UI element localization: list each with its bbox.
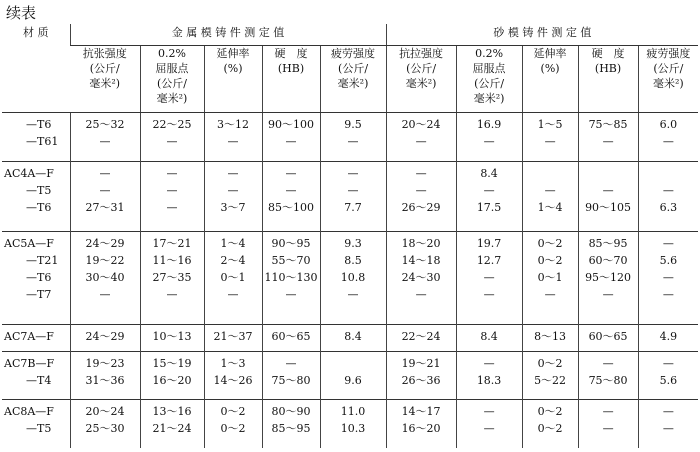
header-text-line: 毫米²) xyxy=(652,77,684,90)
property-value: 6.3 xyxy=(659,200,678,214)
property-value: 8.5 xyxy=(344,254,362,268)
property-value: — xyxy=(227,135,239,148)
property-value: 24～29 xyxy=(85,237,125,251)
header-text-line: 延伸率 xyxy=(533,47,567,60)
material-grade: AC7B—F xyxy=(4,356,55,370)
property-value: 16～20 xyxy=(152,373,192,387)
property-value: 30～40 xyxy=(85,271,125,285)
sand-yield-cell xyxy=(456,161,522,232)
property-value: — xyxy=(602,183,614,197)
metal-fatigue-cell xyxy=(320,113,386,162)
metal-hardness-cell xyxy=(262,232,320,324)
material-grade: —T6 xyxy=(26,118,52,131)
property-value: 21～37 xyxy=(213,329,253,343)
property-value: 90～105 xyxy=(585,200,632,214)
header-text-line: (公斤/ xyxy=(474,77,505,90)
material-properties-table xyxy=(2,24,698,448)
property-value: 8.4 xyxy=(480,166,498,180)
property-value: 75～80 xyxy=(271,373,311,387)
sand-tensile-cell xyxy=(386,351,456,400)
sand-hardness-cell xyxy=(578,161,638,232)
table-caption: 续表 xyxy=(6,4,37,22)
header-text-line: 硬 度 xyxy=(591,47,625,60)
sand-hardness-cell xyxy=(578,351,638,400)
metal-fatigue-cell xyxy=(320,351,386,400)
sand-yield-cell xyxy=(456,113,522,162)
metal-tensile-cell xyxy=(70,324,140,351)
metal-fatigue-cell xyxy=(320,400,386,448)
property-value: — xyxy=(544,288,556,302)
property-value: 19.7 xyxy=(476,237,502,251)
property-value: — xyxy=(662,135,674,148)
property-value: — xyxy=(415,288,427,302)
material-grade: —T7 xyxy=(26,288,52,302)
property-value: 27～31 xyxy=(85,200,125,214)
property-value: — xyxy=(662,237,674,251)
sand-elongation-cell xyxy=(522,324,578,351)
metal-hardness-cell xyxy=(262,324,320,351)
property-value: 24～30 xyxy=(401,271,441,285)
property-value: 80～90 xyxy=(271,405,311,419)
property-value: — xyxy=(483,135,495,148)
property-value: — xyxy=(483,356,495,370)
sand-fatigue-cell xyxy=(638,400,698,448)
sand-hardness-cell xyxy=(578,113,638,162)
material-cell xyxy=(2,400,70,448)
property-value: — xyxy=(285,356,297,370)
sand-elongation-cell xyxy=(522,232,578,324)
property-value: 60～70 xyxy=(588,254,628,268)
material-group-row xyxy=(2,232,698,324)
property-value: 3～12 xyxy=(217,118,249,131)
header-text-line: (HB) xyxy=(594,62,622,75)
property-value: 10.8 xyxy=(340,271,366,285)
property-value: 9.5 xyxy=(344,118,362,131)
property-value: — xyxy=(166,288,178,302)
property-value: — xyxy=(662,183,674,197)
header-text-line: 抗张强度 xyxy=(82,47,127,60)
material-grade: —T21 xyxy=(26,254,59,268)
property-value: 25～32 xyxy=(85,118,125,131)
property-value: 21～24 xyxy=(152,422,192,436)
property-value: 0～2 xyxy=(537,422,563,436)
property-value: 25～30 xyxy=(85,422,125,436)
property-value: 75～80 xyxy=(588,373,628,387)
property-value: 26～29 xyxy=(401,200,441,214)
header-text-line: 0.2% xyxy=(158,47,186,60)
sand-fatigue-cell xyxy=(638,351,698,400)
property-value: — xyxy=(662,405,674,419)
property-value: 0～2 xyxy=(220,422,246,436)
property-value: — xyxy=(602,288,614,302)
property-value: 20～24 xyxy=(401,118,441,131)
material-cell xyxy=(2,324,70,351)
property-value: 16～20 xyxy=(401,422,441,436)
header-text-line: 疲劳强度 xyxy=(331,47,376,60)
property-value: 19～23 xyxy=(85,356,125,370)
property-value: — xyxy=(347,166,359,180)
property-value: 9.3 xyxy=(344,237,362,251)
header-text-line: 毫米²) xyxy=(337,77,369,90)
metal-elongation-cell xyxy=(204,161,262,232)
property-value: — xyxy=(415,135,427,148)
property-value: 1～5 xyxy=(537,118,563,131)
property-value: 5.6 xyxy=(659,373,678,387)
property-value: — xyxy=(99,166,111,180)
sand-hardness-cell xyxy=(578,324,638,351)
property-value xyxy=(525,165,576,182)
property-value: 2～4 xyxy=(220,254,246,268)
material-grade: —T4 xyxy=(26,373,52,387)
header-text-line: 毫米²) xyxy=(405,77,437,90)
property-value: — xyxy=(285,288,297,302)
metal-yield-cell xyxy=(140,232,204,324)
material-grade: AC8A—F xyxy=(4,405,54,419)
header-text-line: (%) xyxy=(540,62,560,75)
property-value: 0～1 xyxy=(537,271,563,285)
material-grade: —T5 xyxy=(26,183,52,197)
property-value: 11～16 xyxy=(152,254,192,268)
sand-fatigue-cell xyxy=(638,161,698,232)
sand-tensile-cell xyxy=(386,232,456,324)
property-value: — xyxy=(602,135,614,148)
property-value: — xyxy=(415,166,427,180)
metal-hardness-cell xyxy=(262,351,320,400)
property-value: 8.4 xyxy=(480,329,498,343)
sand-tensile-cell xyxy=(386,113,456,162)
sand-hardness-cell xyxy=(578,400,638,448)
property-value: 0～2 xyxy=(537,254,563,268)
sand-fatigue-cell xyxy=(638,324,698,351)
property-value: 60～65 xyxy=(588,329,628,343)
header-text-line: 延伸率 xyxy=(216,47,250,60)
metal-tensile-cell xyxy=(70,113,140,162)
sand-yield-cell xyxy=(456,232,522,324)
property-value: 19～21 xyxy=(401,356,441,370)
property-value: 55～70 xyxy=(271,254,311,268)
property-value: 9.6 xyxy=(344,373,362,387)
property-value: 85～100 xyxy=(268,200,314,214)
property-value: — xyxy=(544,135,556,148)
sand-elongation-cell xyxy=(522,400,578,448)
material-grade: AC5A—F xyxy=(4,237,54,251)
property-value: — xyxy=(227,183,239,197)
property-value: 7.7 xyxy=(344,200,362,214)
property-value xyxy=(641,165,697,182)
sand-elongation-cell xyxy=(522,351,578,400)
sand-tensile-cell xyxy=(386,400,456,448)
material-grade: —T6 xyxy=(26,271,52,285)
material-group-row xyxy=(2,113,698,162)
property-value: 14～18 xyxy=(401,254,441,268)
property-value: — xyxy=(99,183,111,197)
metal-tensile-cell xyxy=(70,400,140,448)
property-value: 90～95 xyxy=(271,237,311,251)
property-value: 20～24 xyxy=(85,405,125,419)
property-value: — xyxy=(227,288,239,302)
metal-tensile-cell xyxy=(70,232,140,324)
metal-fatigue-cell xyxy=(320,161,386,232)
property-value: 31～36 xyxy=(85,373,125,387)
property-value: — xyxy=(285,135,297,148)
property-value: — xyxy=(99,135,111,148)
metal-tensile-cell xyxy=(70,161,140,232)
property-value: — xyxy=(662,288,674,302)
metal-yield-cell xyxy=(140,324,204,351)
property-value: — xyxy=(347,135,359,148)
header-text-line: 毫米²) xyxy=(473,92,505,105)
material-group-row xyxy=(2,400,698,448)
property-value: — xyxy=(662,422,674,436)
property-value: 26～36 xyxy=(401,373,441,387)
material-grade: —T6 xyxy=(26,200,52,214)
property-value: 22～24 xyxy=(401,329,441,343)
property-subheader-row xyxy=(2,46,698,113)
property-value: 10.3 xyxy=(340,422,366,436)
material-grade: AC4A—F xyxy=(4,166,54,180)
sand-yield-cell xyxy=(456,324,522,351)
header-text-line: 屈服点 xyxy=(155,62,189,75)
metal-elongation-cell xyxy=(204,324,262,351)
property-value: 95～120 xyxy=(585,271,632,285)
metal-elongation-cell xyxy=(204,351,262,400)
property-value: 8.4 xyxy=(344,329,362,343)
sand-elongation-cell xyxy=(522,113,578,162)
property-value: 3～7 xyxy=(220,200,246,214)
property-value: 27～35 xyxy=(152,271,192,285)
property-value: — xyxy=(347,183,359,197)
material-group-row xyxy=(2,161,698,232)
header-text-line: (公斤/ xyxy=(89,62,120,75)
sand-elongation-header xyxy=(522,46,578,113)
sand-yield-cell xyxy=(456,400,522,448)
material-group-row xyxy=(2,324,698,351)
header-text-line: (公斤/ xyxy=(406,62,437,75)
property-value: 17.5 xyxy=(476,200,502,214)
sand-fatigue-cell xyxy=(638,113,698,162)
property-value: — xyxy=(602,356,614,370)
property-value: — xyxy=(99,288,111,302)
property-value: 14～26 xyxy=(213,373,253,387)
metal-hardness-cell xyxy=(262,161,320,232)
material-cell xyxy=(2,113,70,162)
sand-hardness-header xyxy=(578,46,638,113)
sand-yield-point-header xyxy=(456,46,522,113)
metal-yield-point-header xyxy=(140,46,204,113)
material-group-row xyxy=(2,351,698,400)
sand-tensile-strength-header xyxy=(386,46,456,113)
metal-yield-cell xyxy=(140,161,204,232)
property-value: 0～1 xyxy=(220,271,246,285)
header-text-line: 0.2% xyxy=(475,47,504,60)
property-value: — xyxy=(347,288,359,302)
material-grade: —T61 xyxy=(26,135,59,148)
metal-fatigue-cell xyxy=(320,232,386,324)
property-value: 15～19 xyxy=(152,356,192,370)
metal-hardness-header xyxy=(262,46,320,113)
sand-elongation-cell xyxy=(522,161,578,232)
header-text-line: (公斤/ xyxy=(157,77,187,90)
sand-mold-group-header: 砂 模 铸 件 测 定 值 xyxy=(386,24,698,46)
header-text-line: (公斤/ xyxy=(338,62,369,75)
sand-fatigue-strength-header xyxy=(638,46,698,113)
metal-elongation-header xyxy=(204,46,262,113)
material-cell xyxy=(2,161,70,232)
metal-elongation-cell xyxy=(204,113,262,162)
property-value xyxy=(581,165,636,182)
header-text-line: 屈服点 xyxy=(472,62,506,75)
property-value: 1～4 xyxy=(537,200,563,214)
property-value: 18～20 xyxy=(401,237,441,251)
metal-yield-cell xyxy=(140,400,204,448)
property-value: — xyxy=(166,183,178,197)
property-value: 0～2 xyxy=(220,405,246,419)
property-value: 90～100 xyxy=(268,118,314,131)
property-value: — xyxy=(227,166,239,180)
property-value: 0～2 xyxy=(537,356,563,370)
property-value: — xyxy=(662,271,674,285)
metal-yield-cell xyxy=(140,113,204,162)
property-value: 19～22 xyxy=(85,254,125,268)
sand-fatigue-cell xyxy=(638,232,698,324)
material-grade: —T5 xyxy=(26,422,52,436)
property-value: 22～25 xyxy=(152,118,192,131)
material-column-header: 材 质 xyxy=(2,24,70,113)
metal-hardness-cell xyxy=(262,113,320,162)
metal-mold-group-header: 金 属 模 铸 件 测 定 值 xyxy=(70,24,386,46)
header-text-line: 疲劳强度 xyxy=(646,47,691,60)
header-text-line: 抗拉强度 xyxy=(399,47,444,60)
sand-tensile-cell xyxy=(386,324,456,351)
metal-fatigue-strength-header xyxy=(320,46,386,113)
property-value: 8～13 xyxy=(534,329,567,343)
property-value: 85～95 xyxy=(271,422,311,436)
property-value: 0～2 xyxy=(537,405,563,419)
header-text-line: (HB) xyxy=(277,62,305,75)
property-value: — xyxy=(483,183,495,197)
material-cell xyxy=(2,351,70,400)
property-value: — xyxy=(483,288,495,302)
property-value: 60～65 xyxy=(271,329,311,343)
property-value: — xyxy=(285,183,297,197)
property-value: 75～85 xyxy=(588,118,628,131)
property-value: — xyxy=(483,271,495,285)
property-value: 24～29 xyxy=(85,329,125,343)
property-value: 4.9 xyxy=(659,329,678,343)
metal-tensile-strength-header xyxy=(70,46,140,113)
metal-fatigue-cell xyxy=(320,324,386,351)
property-value: — xyxy=(166,166,178,180)
metal-yield-cell xyxy=(140,351,204,400)
property-value: 5.6 xyxy=(659,254,678,268)
property-value: 6.0 xyxy=(659,118,678,131)
header-text-line: 硬 度 xyxy=(274,47,308,60)
metal-hardness-cell xyxy=(262,400,320,448)
header-text-line: 毫米²) xyxy=(89,77,121,90)
metal-elongation-cell xyxy=(204,232,262,324)
property-value: 12.7 xyxy=(476,254,502,268)
material-grade: AC7A—F xyxy=(4,329,54,343)
material-cell xyxy=(2,232,70,324)
sand-yield-cell xyxy=(456,351,522,400)
metal-elongation-cell xyxy=(204,400,262,448)
property-value: 18.3 xyxy=(476,373,502,387)
property-value: 17～21 xyxy=(152,237,192,251)
property-value: 5～22 xyxy=(534,373,567,387)
property-value xyxy=(323,355,384,372)
property-value: — xyxy=(602,405,614,419)
property-value: 14～17 xyxy=(401,405,441,419)
header-text-line: 毫米²) xyxy=(156,92,188,105)
property-value: — xyxy=(415,183,427,197)
property-value: 85～95 xyxy=(588,237,628,251)
sand-hardness-cell xyxy=(578,232,638,324)
property-value: 110～130 xyxy=(264,271,318,285)
property-value: — xyxy=(602,422,614,436)
property-value: 10～13 xyxy=(152,329,192,343)
property-value: 16.9 xyxy=(476,118,502,131)
property-value: — xyxy=(544,183,556,197)
property-value: — xyxy=(483,422,495,436)
sand-tensile-cell xyxy=(386,161,456,232)
table-header xyxy=(2,24,698,113)
property-value: — xyxy=(166,135,178,148)
property-value: — xyxy=(285,166,297,180)
property-value: 0～2 xyxy=(537,237,563,251)
metal-tensile-cell xyxy=(70,351,140,400)
property-value: 13～16 xyxy=(152,405,192,419)
header-text-line: (%) xyxy=(223,62,243,75)
property-value: 1～4 xyxy=(220,237,246,251)
property-value: — xyxy=(166,200,178,214)
property-value: 1～3 xyxy=(220,356,246,370)
property-value: — xyxy=(483,405,495,419)
header-text-line: (公斤/ xyxy=(653,62,684,75)
property-value: 11.0 xyxy=(340,405,366,419)
table-body xyxy=(2,113,698,449)
property-value: — xyxy=(662,356,674,370)
